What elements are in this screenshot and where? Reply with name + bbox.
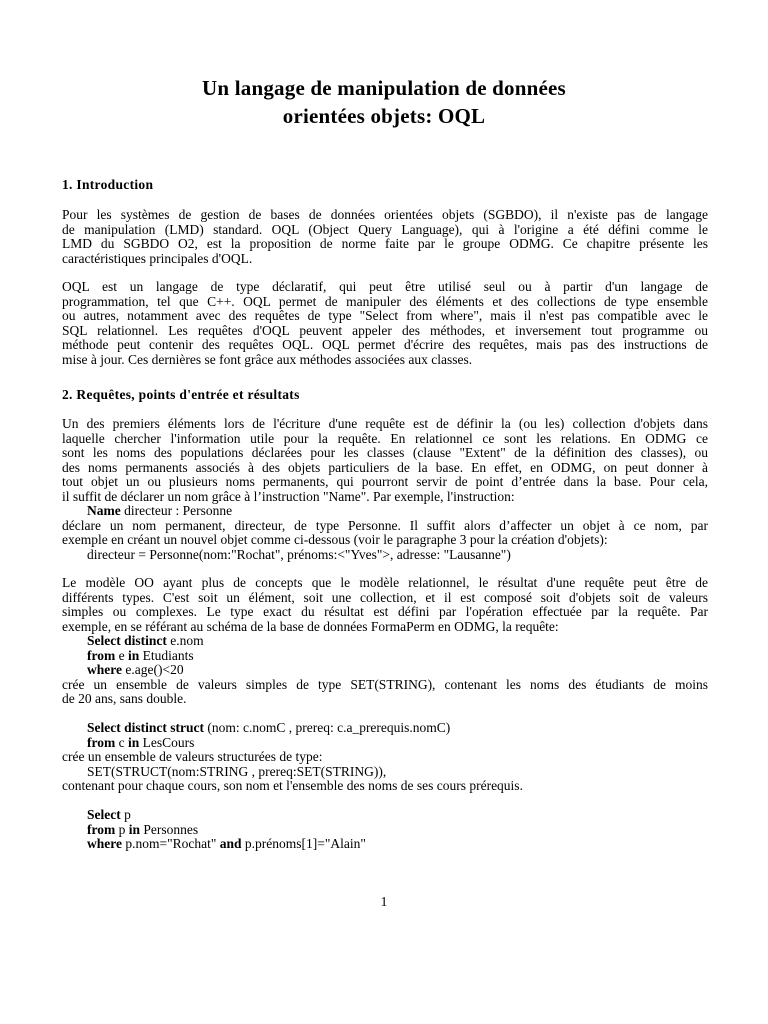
query-text: LesCours [139, 734, 195, 750]
text-line: il suffit de déclarer un nom grâce à l’instruction "Name". Par exemple, l'instruction: [62, 488, 515, 504]
declaration-text: directeur : Personne [120, 503, 233, 518]
text-line: crée un ensemble de valeurs structurées de type: [62, 749, 323, 764]
keyword-from: from [87, 821, 116, 837]
text-line: ou autres, notamment avec des requêtes de type "Select from where", mais il n'est pas compatible avec le [62, 308, 708, 323]
text-line: Pour les systèmes de gestion de bases de données orientées objets (SGBDO), il n'existe pas de langage [62, 207, 708, 222]
keyword-where: where [87, 662, 122, 677]
text-line: caractéristiques principales d'OQL. [62, 250, 253, 266]
text-line: Le modèle OO ayant plus de concepts que le modèle relationnel, le résultat d'une requête peut être de [62, 575, 708, 590]
keyword-and: and [219, 836, 242, 851]
query-1-where [62, 663, 708, 678]
text-line: simples ou complexes. Le type exact du résultat est défini par l'opération effectuée par la requête. Par [62, 604, 708, 619]
query-3-block [62, 808, 708, 852]
query-text: Personnes [140, 821, 199, 837]
text-line: Un des premiers éléments lors de l'écriture d'une requête est de définir la (ou les) collection d'objets dans [62, 416, 708, 431]
title-line-2: orientées objets: OQL [282, 104, 486, 128]
text-line: sont les noms des populations déclarées pour les classes (clause "Extent" de la définition des classes), ou [62, 445, 708, 460]
query-text: c [115, 734, 128, 750]
text-line: exemple en créant un nouvel objet comme ci-dessous (voir le paragraphe 3 pour la création d'objets): [62, 532, 608, 547]
text-line: laquelle chercher l'information utile pour la requête. En relationnel ce sont les relations. En ODMG ce [62, 430, 708, 446]
query-text: p.nom="Rochat" [122, 836, 220, 851]
keyword-select: Select [87, 807, 121, 822]
keyword-from: from [87, 647, 116, 663]
query-text: p.prénoms[1]="Alain" [241, 836, 366, 851]
keyword-where: where [87, 836, 122, 851]
query-text: p [120, 807, 131, 822]
keyword-select: Select distinct struct [87, 720, 204, 735]
text-line: OQL est un langage de type déclaratif, qui peut être utilisé seul ou à partir d'un langage de [62, 279, 708, 294]
keyword-name: Name [87, 503, 121, 518]
query-3-from [62, 823, 708, 838]
query-2-select [62, 721, 708, 736]
text-line: mise à jour. Ces dernières se font grâce aux méthodes associées aux classes. [62, 351, 473, 367]
query-2-block [62, 721, 708, 794]
query-text: p [115, 821, 129, 837]
section-2-paragraph-1 [62, 417, 708, 562]
query-text: e.age()<20 [122, 662, 184, 677]
section-1-heading: 1. Introduction [62, 177, 154, 192]
section-1-paragraph-2 [62, 280, 708, 367]
keyword-select: Select distinct [87, 633, 167, 648]
query-text: (nom: c.nomC , prereq: c.a_prerequis.nomC) [203, 720, 451, 735]
text-line: crée un ensemble de valeurs simples de type SET(STRING), contenant les noms des étudiants de moins [62, 676, 708, 692]
query-2-result-type: SET(STRUCT(nom:STRING , prereq:SET(STRING)), [87, 763, 387, 779]
text-line: de manipulation (LMD) standard. OQL (Object Query Language), qui à l'origine a été défini comme le [62, 221, 708, 237]
assignment-example: directeur = Personne(nom:"Rochat", prénoms:<"Yves">, adresse: "Lausanne") [87, 546, 511, 562]
text-line: tout objet un ou plusieurs noms permanents, qui pourront servir de point d’entrée dans la base. Pour cela, [62, 474, 708, 489]
query-2-from [62, 736, 708, 751]
query-text: e [115, 647, 128, 663]
text-line: exemple, en se référant au schéma de la base de données FormaPerm en ODMG, la requête: [62, 618, 559, 634]
text-line: de 20 ans, sans double. [62, 691, 187, 706]
query-1-from [62, 649, 708, 664]
keyword-in: in [128, 821, 141, 837]
section-1-paragraph-1 [62, 208, 708, 266]
query-text: e.nom [166, 633, 204, 648]
query-3-select [62, 808, 708, 823]
keyword-from: from [87, 734, 116, 750]
text-line: programmation, tel que C++. OQL permet de manipuler des éléments et des collections de type ensemble [62, 293, 708, 309]
query-text: Etudiants [139, 647, 194, 663]
text-line: méthode peut contenir des requêtes OQL. OQL permet d'écrire des requêtes, mais pas des instructions de [62, 337, 708, 352]
text-line: déclare un nom permanent, directeur, de type Personne. Il suffit alors d’affecter un objet à ce nom, par [62, 517, 708, 533]
query-1-select [62, 634, 708, 649]
keyword-in: in [128, 647, 140, 663]
title-line-1: Un langage de manipulation de données [202, 76, 566, 100]
page-title [0, 74, 768, 130]
query-3-where [62, 837, 708, 852]
page-number: 1 [380, 894, 388, 909]
keyword-in: in [128, 734, 140, 750]
text-line: différents types. C'est soit un élément, soit une collection, et il est composé soit d'objets soit de valeurs [62, 589, 708, 605]
section-2-heading: 2. Requêtes, points d'entrée et résultats [62, 387, 300, 402]
text-line: SQL relationnel. Les requêtes d'OQL peuvent appeler des méthodes, et inversement tout programme ou [62, 322, 708, 338]
name-declaration [62, 504, 708, 519]
section-2-paragraph-2 [62, 576, 708, 707]
text-line: LMD du SGBDO O2, est la proposition de norme faite par le groupe ODMG. Ce chapitre présente les [62, 236, 708, 251]
text-line: des noms permanents associés à des objets particuliers de la base. En effet, en ODMG, on peut donner à [62, 459, 708, 475]
text-line: contenant pour chaque cours, son nom et l'ensemble des noms de ses cours prérequis. [62, 778, 523, 793]
